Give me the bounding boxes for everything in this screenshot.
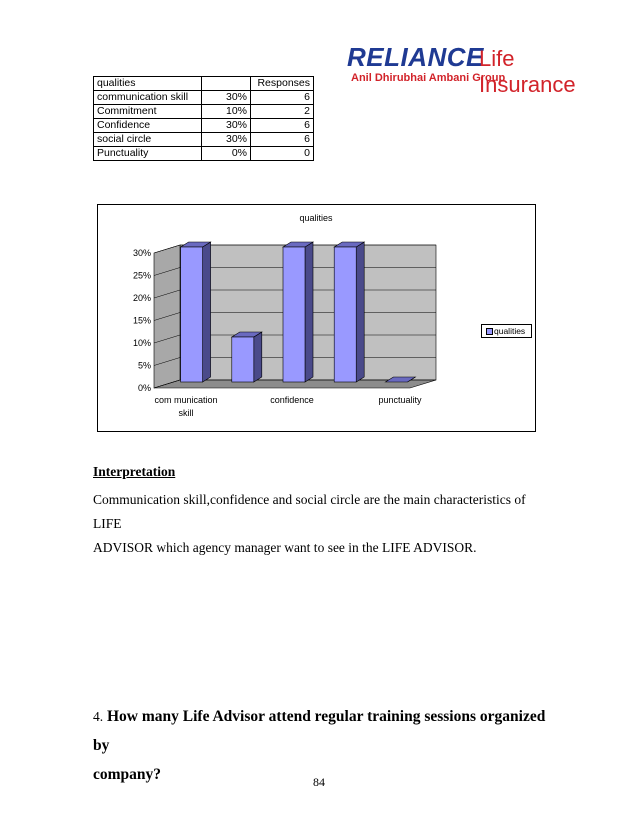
bar-side xyxy=(356,242,364,382)
qualities-table xyxy=(93,76,314,161)
table-cell: Confidence xyxy=(94,119,202,133)
table-cell: 2 xyxy=(251,105,314,119)
x-tick-label: confidence xyxy=(270,395,314,405)
chart-legend xyxy=(481,324,532,338)
question-number: 4. xyxy=(93,709,104,724)
table-row xyxy=(94,147,314,161)
table-header-cell: Responses xyxy=(251,77,314,91)
interpretation-line: Communication skill,confidence and social circle are the main characteristics of LIFE xyxy=(93,492,526,531)
page-number: 84 xyxy=(313,775,325,789)
reliance-logo xyxy=(347,42,612,97)
table-row xyxy=(94,91,314,105)
x-tick-label: skill xyxy=(178,408,194,418)
bar-side xyxy=(305,242,313,382)
table-row xyxy=(94,105,314,119)
y-tick-label: 25% xyxy=(132,270,151,281)
table-cell: Commitment xyxy=(94,105,202,119)
x-tick-label: punctuality xyxy=(378,395,422,405)
y-tick-label: 20% xyxy=(132,293,151,303)
table-header-cell: qualities xyxy=(94,77,202,91)
bar xyxy=(283,247,305,382)
table-cell: Punctuality xyxy=(94,147,202,161)
table-header-row xyxy=(94,77,314,91)
table-cell: 10% xyxy=(202,105,251,119)
chart-title: qualities xyxy=(299,213,333,223)
table-cell: 30% xyxy=(202,119,251,133)
table-cell: 0 xyxy=(251,147,314,161)
bar xyxy=(232,337,254,382)
y-tick-label: 0% xyxy=(137,383,151,393)
y-tick-label: 5% xyxy=(137,360,151,371)
bar xyxy=(334,247,356,382)
table-cell: 6 xyxy=(251,119,314,133)
table-cell: communication skill xyxy=(94,91,202,105)
logo-product: Life Insurance xyxy=(479,46,576,97)
interpretation-body xyxy=(93,488,543,560)
table-cell: 30% xyxy=(202,133,251,147)
bar xyxy=(181,247,203,382)
chart-svg xyxy=(98,205,535,431)
table-header-cell xyxy=(202,77,251,91)
y-tick-label: 10% xyxy=(132,338,151,348)
table-cell: 30% xyxy=(202,91,251,105)
bar-side xyxy=(203,242,211,382)
interpretation-heading: Interpretation xyxy=(93,464,176,479)
table-cell: social circle xyxy=(94,133,202,147)
bar-side xyxy=(254,332,262,382)
x-axis-ticks xyxy=(154,395,422,418)
x-tick-label: com munication xyxy=(154,395,218,405)
legend-label: qualities xyxy=(494,326,526,336)
table-cell: 0% xyxy=(202,147,251,161)
legend-swatch xyxy=(486,328,493,335)
question-text: How many Life Advisor attend regular training sessions organized by xyxy=(93,708,546,754)
question-text-cont: company? xyxy=(93,766,162,783)
y-axis-ticks xyxy=(133,248,151,393)
logo-brand: RELIANCE xyxy=(347,42,484,72)
qualities-chart xyxy=(97,204,536,432)
table-cell: 6 xyxy=(251,91,314,105)
table-row xyxy=(94,133,314,147)
logo-group: Anil Dhirubhai Ambani Group xyxy=(351,72,506,84)
y-tick-label: 15% xyxy=(132,315,151,326)
y-tick-label: 30% xyxy=(132,248,151,258)
interpretation-line: ADVISOR which agency manager want to see in the LIFE ADVISOR. xyxy=(93,540,477,555)
table-cell: 6 xyxy=(251,133,314,147)
table-row xyxy=(94,119,314,133)
